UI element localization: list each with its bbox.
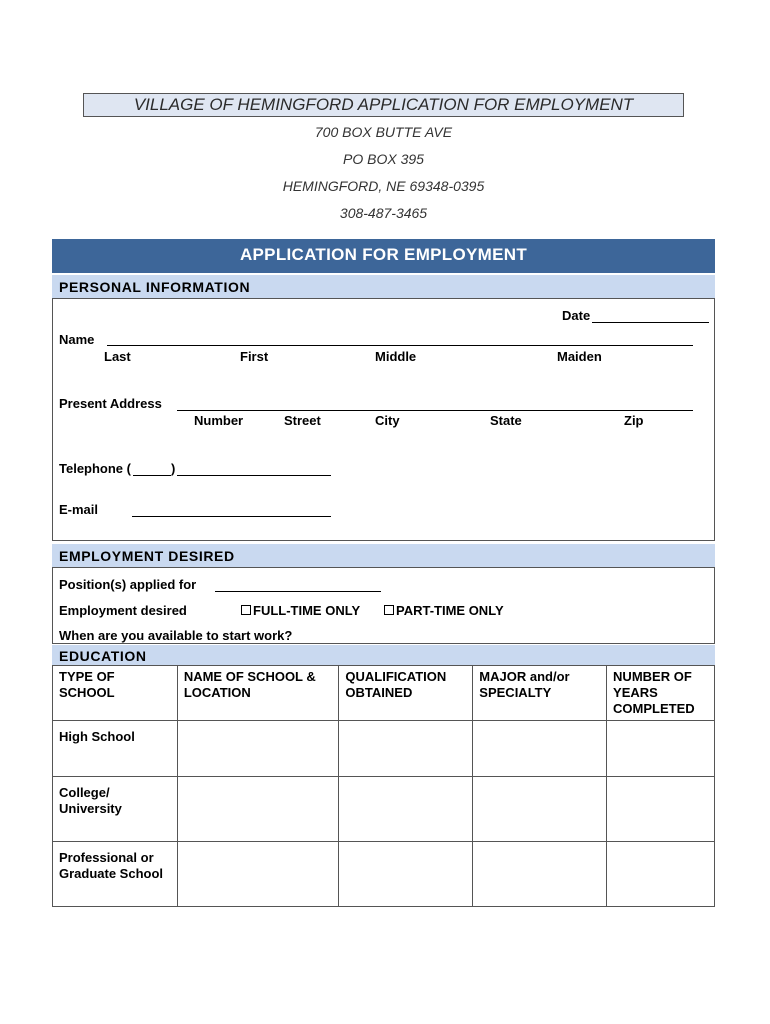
high-school-years-cell[interactable]	[607, 721, 715, 777]
graduate-years-cell[interactable]	[607, 842, 715, 907]
telephone-close-paren: )	[171, 461, 176, 476]
college-major-cell[interactable]	[473, 777, 607, 842]
positions-label: Position(s) applied for	[59, 577, 197, 592]
education-heading: EDUCATION	[52, 645, 715, 665]
education-table	[52, 665, 715, 907]
telephone-label: Telephone (	[59, 461, 131, 476]
high-school-qualification-cell[interactable]	[339, 721, 473, 777]
college-name-cell[interactable]	[177, 777, 339, 842]
email-field[interactable]	[132, 516, 331, 517]
name-part-middle: Middle	[375, 349, 417, 364]
city-line: HEMINGFORD, NE 69348-0395	[282, 178, 485, 194]
high-school-name-cell[interactable]	[177, 721, 339, 777]
graduate-qualification-cell[interactable]	[339, 842, 473, 907]
telephone-field[interactable]	[177, 475, 331, 476]
address-line-1: 700 BOX BUTTE AVE	[314, 124, 453, 140]
col-years-completed: NUMBER OF YEARS COMPLETED	[607, 666, 715, 721]
telephone-area-code-field[interactable]	[133, 475, 171, 476]
positions-field[interactable]	[215, 591, 381, 592]
col-qualification: QUALIFICATION OBTAINED	[339, 666, 473, 721]
college-years-cell[interactable]	[607, 777, 715, 842]
employment-desired-heading: EMPLOYMENT DESIRED	[52, 544, 715, 568]
college-qualification-cell[interactable]	[339, 777, 473, 842]
name-label: Name	[59, 332, 95, 347]
address-label: Present Address	[59, 396, 162, 411]
part-time-option[interactable]	[384, 603, 504, 618]
table-row	[53, 721, 715, 777]
col-type-of-school: TYPE OF SCHOOL	[53, 666, 178, 721]
col-name-of-school: NAME OF SCHOOL & LOCATION	[177, 666, 339, 721]
address-part-city: City	[375, 413, 400, 428]
high-school-major-cell[interactable]	[473, 721, 607, 777]
phone-number: 308-487-3465	[339, 205, 428, 221]
table-row	[53, 777, 715, 842]
education-header-row	[53, 666, 715, 721]
part-time-label: PART-TIME ONLY	[396, 603, 504, 618]
employment-desired-label: Employment desired	[59, 603, 187, 618]
row-high-school-label: High School	[53, 721, 178, 777]
full-time-option[interactable]	[241, 603, 360, 618]
name-part-first: First	[240, 349, 269, 364]
graduate-major-cell[interactable]	[473, 842, 607, 907]
part-time-checkbox[interactable]	[384, 605, 394, 615]
address-field[interactable]	[177, 410, 693, 411]
form-title: VILLAGE OF HEMINGFORD APPLICATION FOR EMPLOYMENT	[83, 93, 684, 117]
application-banner: APPLICATION FOR EMPLOYMENT	[52, 239, 715, 273]
name-part-last: Last	[104, 349, 131, 364]
name-field[interactable]	[107, 345, 693, 346]
full-time-label: FULL-TIME ONLY	[253, 603, 361, 618]
col-major: MAJOR and/or SPECIALTY	[473, 666, 607, 721]
address-part-number: Number	[194, 413, 244, 428]
email-label: E-mail	[59, 502, 99, 517]
start-work-label: When are you available to start work?	[59, 628, 293, 643]
address-part-street: Street	[284, 413, 321, 428]
graduate-name-cell[interactable]	[177, 842, 339, 907]
date-label: Date	[562, 308, 591, 323]
full-time-checkbox[interactable]	[241, 605, 251, 615]
date-field[interactable]	[592, 322, 709, 323]
row-graduate-label: Professional or Graduate School	[53, 842, 178, 907]
personal-info-heading: PERSONAL INFORMATION	[52, 275, 715, 299]
address-line-2: PO BOX 395	[343, 151, 424, 167]
table-row	[53, 842, 715, 907]
address-part-state: State	[490, 413, 522, 428]
row-college-label: College/ University	[53, 777, 178, 842]
address-part-zip: Zip	[624, 413, 644, 428]
name-part-maiden: Maiden	[557, 349, 602, 364]
